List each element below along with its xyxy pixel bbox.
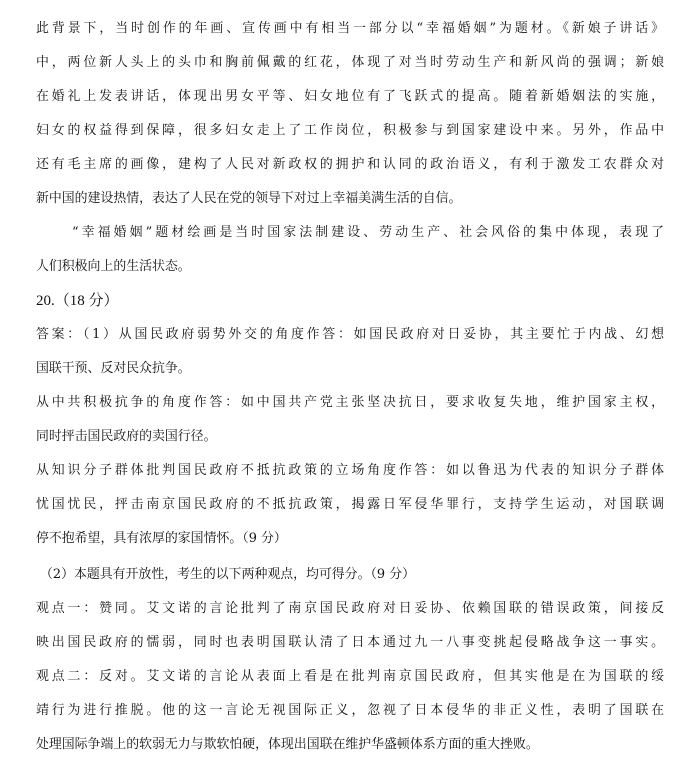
viewpoint-line: 处理国际争端上的软弱无力与欺软怕硬，体现出国联在维护华盛顿体系方面的重大挫败。 xyxy=(36,737,539,752)
text-line: 在婚礼上发表讲话，体现出男女平等、妇女地位有了飞跃式的提高。随着新婚姻法的实施， xyxy=(36,89,664,104)
viewpoint-line: 映出国民政府的懦弱，同时也表明国联认清了日本通过九一八事变挑起侵略战争这一事实。 xyxy=(36,635,664,650)
answer-line: 答案：（1）从国民政府弱势外交的角度作答：如国民政府对日妥协，其主要忙于内战、幻想 xyxy=(36,327,664,342)
text-line: 妇女的权益得到保障，很多妇女走上了工作岗位，积极参与到国家建设中来。另外，作品中 xyxy=(36,123,664,138)
text-line: 还有毛主席的画像，建构了人民对新政权的拥护和认同的政治语义，有利于激发工农群众对 xyxy=(36,157,664,172)
viewpoint-line: 靖行为进行推脱。他的这一言论无视国际正义，忽视了日本侵华的非正义性，表明了国联在 xyxy=(36,703,664,718)
text-line: 中，两位新人头上的头巾和胸前佩戴的红花，体现了对当时劳动生产和新风尚的强调；新娘 xyxy=(36,55,664,70)
part2-intro: （2）本题具有开放性，考生的以下两种观点，均可得分。（9 分） xyxy=(40,567,415,582)
answer-line: 国联干预、反对民众抗争。 xyxy=(36,361,191,376)
text-line: 人们积极向上的生活状态。 xyxy=(36,259,191,274)
viewpoint-line: 观点一：赞同。艾文诺的言论批判了南京国民政府对日妥协、依赖国联的错误政策，间接反 xyxy=(36,601,664,616)
text-line: 此背景下，当时创作的年画、宣传画中有相当一部分以“幸福婚姻”为题材。《新娘子讲话》 xyxy=(36,21,664,36)
answer-line: 同时抨击国民政府的卖国行径。 xyxy=(36,429,217,444)
text-line: 新中国的建设热情，表达了人民在党的领导下对过上幸福美满生活的自信。 xyxy=(36,191,462,206)
question-number: 20.（18 分） xyxy=(36,293,119,309)
answer-line: 从知识分子群体批判国民政府不抵抗政策的立场角度作答：如以鲁迅为代表的知识分子群体 xyxy=(36,463,664,478)
answer-line: 忧国忧民，抨击南京国民政府的不抵抗政策，揭露日军侵华罪行，支持学生运动，对国联调 xyxy=(36,497,664,512)
answer-line: 从中共积极抗争的角度作答：如中国共产党主张坚决抗日，要求收复失地，维护国家主权， xyxy=(36,395,664,410)
viewpoint-line: 观点二：反对。艾文诺的言论从表面上看是在批判南京国民政府，但其实他是在为国联的绥 xyxy=(36,669,664,684)
text-line: “幸福婚姻”题材绘画是当时国家法制建设、劳动生产、社会风俗的集中体现，表现了 xyxy=(72,225,664,240)
answer-line: 停不抱希望，具有浓厚的家国情怀。（9 分） xyxy=(36,531,287,546)
